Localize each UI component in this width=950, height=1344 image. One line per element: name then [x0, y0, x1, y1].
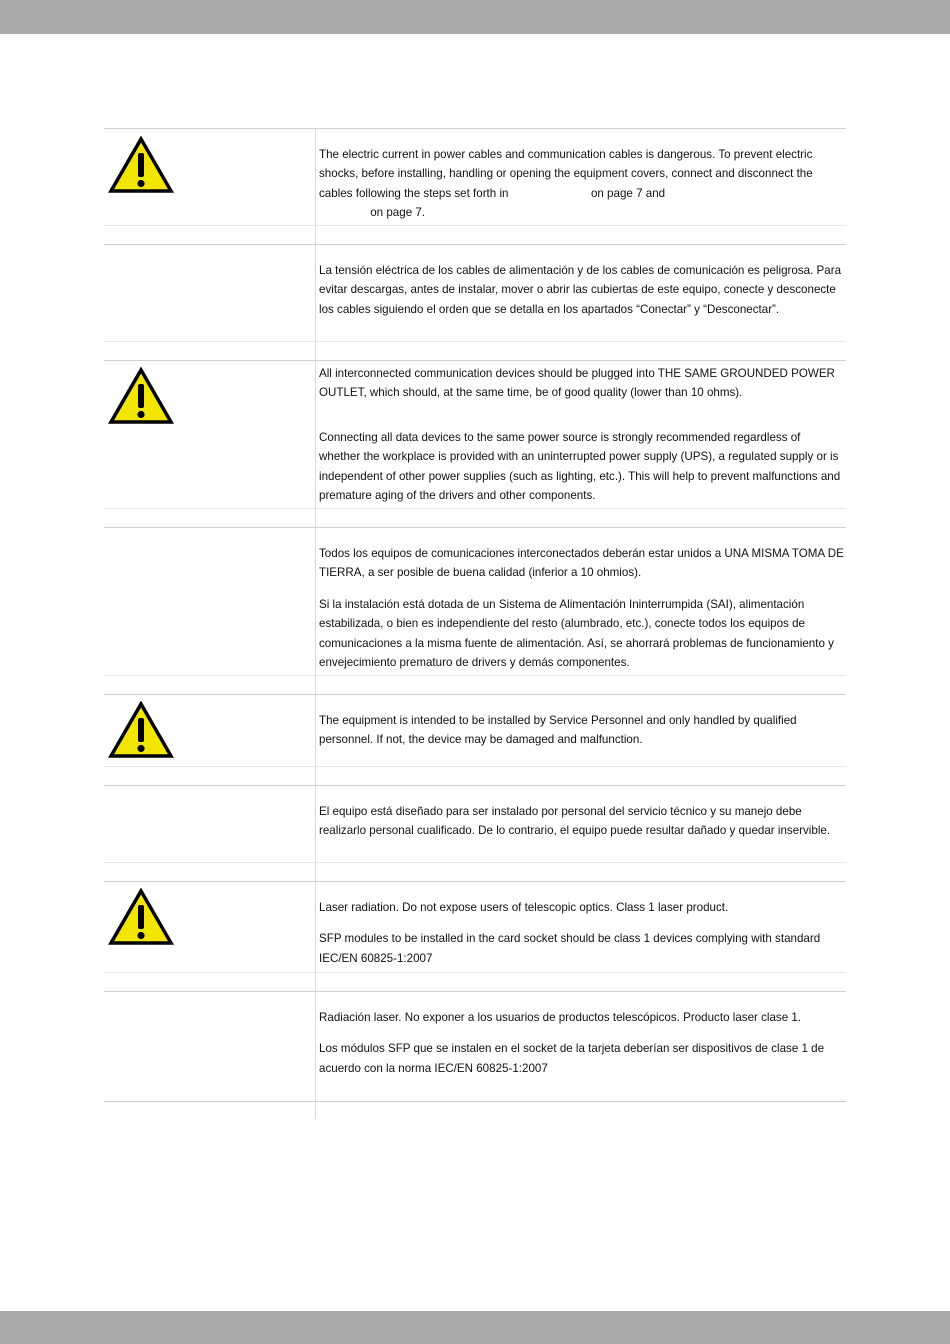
section-6-text [319, 802, 844, 841]
paragraph: The electric current in power cables and communication cables is dangerous. To prevent electric shocks, before installing, handling or opening the equipment covers, connect and disconnect the cables following the steps set forth in on page 7 and on page 7. [319, 148, 813, 220]
top-bar [0, 0, 950, 34]
safety-section-8 [104, 991, 846, 1102]
section-3-text [319, 364, 844, 505]
safety-section-1 [104, 128, 846, 226]
section-7-text [319, 898, 844, 968]
paragraph: All interconnected communication devices should be plugged into THE SAME GROUNDED POWER OUTLET, which should, at the same time, be of good quality (lower than 10 ohms). [319, 367, 835, 400]
paragraph: Los módulos SFP que se instalen en el socket de la tarjeta deberían ser dispositivos de clase 1 de acuerdo con la norma IEC/EN 60825-1:2007 [319, 1042, 825, 1075]
section-4-text [319, 544, 844, 672]
warning-triangle-icon [108, 367, 174, 430]
warning-triangle-icon [108, 888, 174, 951]
paragraph: SFP modules to be installed in the card socket should be class 1 devices complying with standard IEC/EN 60825-1:2007 [319, 932, 821, 965]
warning-triangle-icon [108, 136, 174, 199]
paragraph: Laser radiation. Do not expose users of telescopic optics. Class 1 laser product. [319, 901, 729, 914]
paragraph: El equipo está diseñado para ser instalado por personal del servicio técnico y su manejo debe realizarlo personal cualificado. De lo contrario, el equipo puede resultar dañado y quedar inservible. [319, 805, 831, 838]
paragraph: Todos los equipos de comunicaciones interconectados deberán estar unidos a UNA MISMA TOMA DE TIERRA, a ser posible de buena calidad (inferior a 10 ohmios). [319, 547, 844, 580]
paragraph: La tensión eléctrica de los cables de alimentación y de los cables de comunicación es peligrosa. Para evitar descargas, antes de instalar, mover o abrir las cubiertas de este equipo, conecte y desconecte los cables siguiendo el orden que se detalla en los apartados “Conectar” y “Desconectar”. [319, 264, 842, 316]
paragraph: Radiación laser. No exponer a los usuarios de productos telescópicos. Producto laser clase 1. [319, 1011, 802, 1024]
paragraph: Connecting all data devices to the same power source is strongly recommended regardless of whether the workplace is provided with an uninterrupted power supply (UPS), a regulated supply or is independent of other power supplies (such as lighting, etc.). This will help to prevent malfunctions and premature aging of the drivers and other components. [319, 430, 841, 503]
warning-triangle-icon [108, 701, 174, 764]
paragraph: Si la instalación está dotada de un Sistema de Alimentación Ininterrumpida (SAI), alimentación estabilizada, o bien es independiente del resto (alumbrado, etc.), conecte todos los equipos de comunicaciones a la misma fuente de alimentación. Así, se ahorrará problemas de funcionamiento y envejecimiento prematuro de drivers y demás componentes. [319, 597, 834, 670]
section-1-text [319, 145, 844, 223]
safety-section-5 [104, 694, 846, 767]
bottom-bar [0, 1311, 950, 1344]
safety-section-4 [104, 527, 846, 676]
paragraph: The equipment is intended to be installed by Service Personnel and only handled by qualified personnel. If not, the device may be damaged and malfunction. [319, 714, 797, 747]
section-2-text [319, 261, 844, 319]
safety-section-6 [104, 785, 846, 863]
safety-section-7 [104, 881, 846, 973]
safety-section-3 [104, 360, 846, 509]
section-5-text [319, 711, 844, 750]
safety-section-2 [104, 244, 846, 342]
section-8-text [319, 1008, 844, 1078]
